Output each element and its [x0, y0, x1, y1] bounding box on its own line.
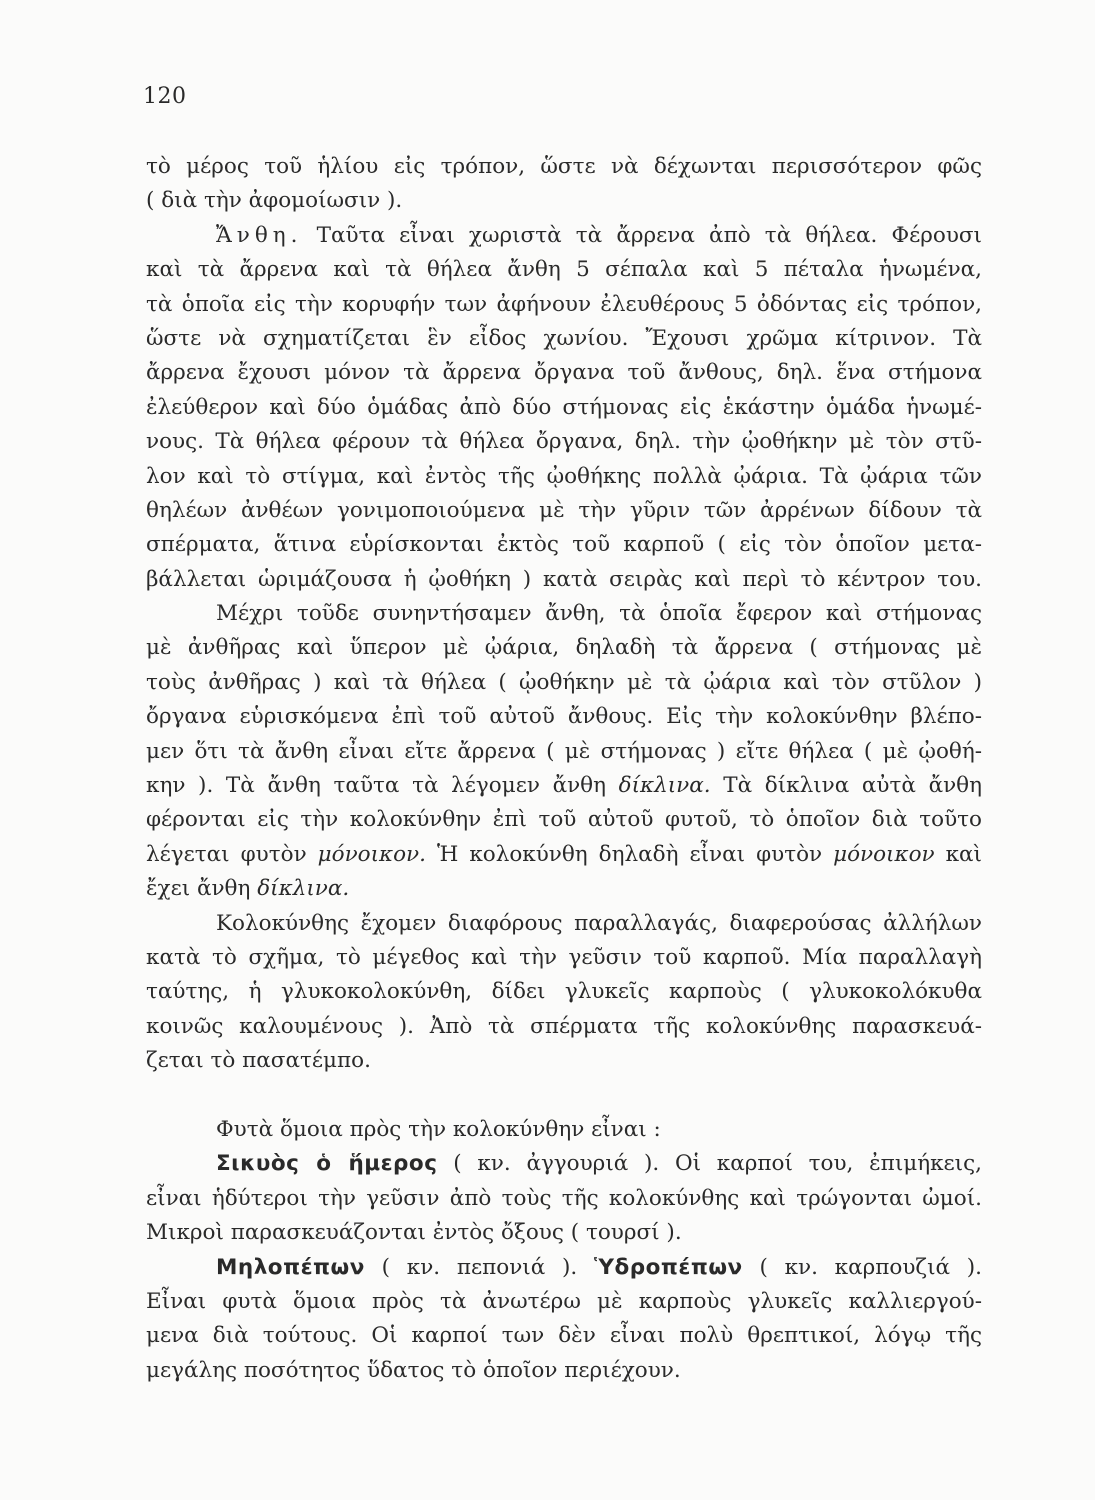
- text-segment: σπέρματα, ἅτινα εὑρίσκονται ἐκτὸς τοῦ καρποῦ ( εἰς τὸν ὁποῖον μετα-: [146, 532, 982, 558]
- text-line: [146, 1044, 982, 1078]
- text-line: [146, 838, 982, 872]
- text-line: [146, 631, 982, 665]
- text-segment: τὸ μέρος τοῦ ἡλίου εἰς τρόπον, ὥστε νὰ δέχωνται περισσότερον φῶς: [146, 154, 982, 179]
- text-segment: Ἄνθη.: [216, 222, 303, 248]
- text-segment: Ἡ κολοκύνθη δηλαδὴ εἶναι φυτὸν: [425, 841, 834, 867]
- text-segment: μεν ὅτι τὰ ἄνθη εἶναι εἴτε ἄρρενα ( μὲ στήμονας ) εἴτε θήλεα ( μὲ ᾠοθή-: [146, 738, 982, 764]
- text-line: [146, 1182, 982, 1216]
- text-segment: λέγεται φυτὸν: [146, 841, 318, 867]
- text-line: [146, 356, 982, 390]
- text-segment: εἶναι ἡδύτεροι τὴν γεῦσιν ἀπὸ τοὺς τῆς κολοκύνθης καὶ τρώγονται ὠμοί.: [146, 1185, 982, 1211]
- bold-term: Μηλοπέπων: [216, 1254, 365, 1280]
- bold-term: Ὑδροπέπων: [593, 1254, 743, 1280]
- text-segment: Εἶναι φυτὰ ὅμοια πρὸς τὰ ἀνωτέρω μὲ καρποὺς γλυκεῖς καλλιεργού-: [146, 1288, 982, 1314]
- text-line: [146, 735, 982, 769]
- text-line: [146, 253, 982, 287]
- text-segment: καὶ: [934, 841, 982, 867]
- text-segment: φέρονται εἰς τὴν κολοκύνθην ἐπὶ τοῦ αὐτοῦ φυτοῦ, τὸ ὁποῖον διὰ τοῦτο: [146, 807, 982, 833]
- text-segment: λον καὶ τὸ στίγμα, καὶ ἐντὸς τῆς ᾠοθήκης πολλὰ ᾠάρια. Τὰ ᾠάρια τῶν: [146, 463, 982, 489]
- text-segment: τοὺς ἀνθῆρας ) καὶ τὰ θήλεα ( ᾠοθήκην μὲ τὰ ᾠάρια καὶ τὸν στῦλον ): [146, 669, 982, 695]
- text-line: [146, 563, 982, 597]
- text-segment: Κολοκύνθης ἔχομεν διαφόρους παραλλαγάς, διαφερούσας ἀλλήλων: [216, 910, 982, 936]
- text-segment: ( κν. πεπονιά ).: [364, 1254, 594, 1280]
- italic-term: μόνοικον.: [317, 841, 426, 867]
- text-segment: μενα διὰ τούτους. Οἱ καρποί των δὲν εἶναι πολὺ θρεπτικοί, λόγῳ τῆς: [146, 1323, 982, 1349]
- text-line: [146, 528, 982, 562]
- text-line: [146, 1251, 982, 1285]
- text-segment: Ταῦτα εἶναι χωριστὰ τὰ ἄρρενα ἀπὸ τὰ θήλεα. Φέρουσι: [302, 222, 982, 248]
- text-line: [146, 769, 982, 803]
- text-line: [146, 597, 982, 631]
- text-line: [146, 1354, 982, 1388]
- text-line: [146, 150, 982, 184]
- text-segment: μεγάλης ποσότητος ὕδατος τὸ ὁποῖον περιέχουν.: [146, 1357, 681, 1383]
- text-segment: Μικροὶ παρασκευάζονται ἐντὸς ὄξους ( τουρσί ).: [146, 1220, 682, 1246]
- italic-term: δίκλινα.: [618, 773, 711, 799]
- text-segment: τὰ ὁποῖα εἰς τὴν κορυφήν των ἀφήνουν ἐλευθέρους 5 ὀδόντας εἰς τρόπον,: [146, 291, 982, 317]
- text-segment: ( κν. καρπουζιά ).: [742, 1254, 982, 1280]
- text-segment: ὄργανα εὑρισκόμενα ἐπὶ τοῦ αὐτοῦ ἄνθους. Εἰς τὴν κολοκύνθην βλέπο-: [146, 704, 982, 730]
- bold-term: Σικυὸς ὁ ἥμερος: [216, 1151, 438, 1177]
- text-line: [146, 288, 982, 322]
- text-line: [146, 975, 982, 1009]
- text-segment: Τὰ δίκλινα αὐτὰ ἄνθη: [710, 773, 982, 799]
- text-line: [146, 1319, 982, 1353]
- text-line: [146, 907, 982, 941]
- text-line: [146, 391, 982, 425]
- text-segment: Φυτὰ ὅμοια πρὸς τὴν κολοκύνθην εἶναι :: [216, 1116, 661, 1142]
- text-segment: ἔχει ἄνθη: [146, 876, 258, 902]
- text-line: [146, 803, 982, 837]
- page-number: 120: [143, 84, 187, 109]
- text-line: [146, 1147, 982, 1181]
- text-segment: ἐλεύθερον καὶ δύο ὁμάδας ἀπὸ δύο στήμονας εἰς ἑκάστην ὁμάδα ἡνωμέ-: [146, 394, 982, 420]
- text-line: [146, 700, 982, 734]
- text-segment: κην ). Τὰ ἄνθη ταῦτα τὰ λέγομεν ἄνθη: [146, 773, 619, 799]
- text-segment: μὲ ἀνθῆρας καὶ ὕπερον μὲ ᾠάρια, δηλαδὴ τὰ ἄρρενα ( στήμονας μὲ: [146, 635, 982, 661]
- text-segment: θηλέων ἀνθέων γονιμοποιούμενα μὲ τὴν γῦριν τῶν ἀρρένων δίδουν τὰ: [146, 497, 982, 523]
- text-segment: ὥστε νὰ σχηματίζεται ἓν εἶδος χωνίου. Ἔχουσι χρῶμα κίτρινον. Τὰ: [146, 325, 982, 351]
- text-line: [146, 184, 982, 218]
- text-segment: ταύτης, ἡ γλυκοκολοκύνθη, δίδει γλυκεῖς καρποὺς ( γλυκοκολόκυθα: [146, 979, 982, 1005]
- text-line: [146, 322, 982, 356]
- italic-term: μόνοικον: [833, 841, 935, 867]
- italic-term: δίκλινα.: [257, 876, 350, 902]
- text-segment: ἄρρενα ἔχουσι μόνον τὰ ἄρρενα ὄργανα τοῦ ἄνθους, δηλ. ἕνα στήμονα: [146, 360, 982, 386]
- text-line: [146, 494, 982, 528]
- text-segment: κατὰ τὸ σχῆμα, τὸ μέγεθος καὶ τὴν γεῦσιν τοῦ καρποῦ. Μία παραλλαγὴ: [146, 944, 982, 970]
- text-segment: καὶ τὰ ἄρρενα καὶ τὰ θήλεα ἄνθη 5 σέπαλα καὶ 5 πέταλα ἡνωμένα,: [146, 257, 982, 283]
- text-line: [146, 872, 982, 906]
- text-line: [146, 941, 982, 975]
- text-line: [146, 1285, 982, 1319]
- text-line: [146, 425, 982, 459]
- text-segment: ( κν. ἀγγουριά ). Οἱ καρποί του, ἐπιμήκεις,: [437, 1151, 982, 1177]
- text-line: [146, 219, 982, 253]
- text-segment: κοινῶς καλουμένους ). Ἀπὸ τὰ σπέρματα τῆς κολοκύνθης παρασκευά-: [146, 1013, 982, 1039]
- text-line: [146, 1010, 982, 1044]
- text-segment: ζεται τὸ πασατέμπο.: [146, 1048, 371, 1074]
- text-line: [146, 1113, 982, 1147]
- body-text: [146, 150, 982, 1388]
- text-segment: βάλλεται ὡριμάζουσα ἡ ᾠοθήκη ) κατὰ σειρὰς καὶ περὶ τὸ κέντρον του.: [146, 566, 982, 592]
- text-segment: Μέχρι τοῦδε συνηντήσαμεν ἄνθη, τὰ ὁποῖα ἔφερον καὶ στήμονας: [216, 601, 982, 627]
- text-line: [146, 666, 982, 700]
- text-line: [146, 460, 982, 494]
- text-line: [146, 1216, 982, 1250]
- text-segment: νους. Τὰ θήλεα φέρουν τὰ θήλεα ὄργανα, δηλ. τὴν ᾠοθήκην μὲ τὸν στῦ-: [146, 429, 982, 455]
- text-segment: ( διὰ τὴν ἀφομοίωσιν ).: [146, 188, 403, 214]
